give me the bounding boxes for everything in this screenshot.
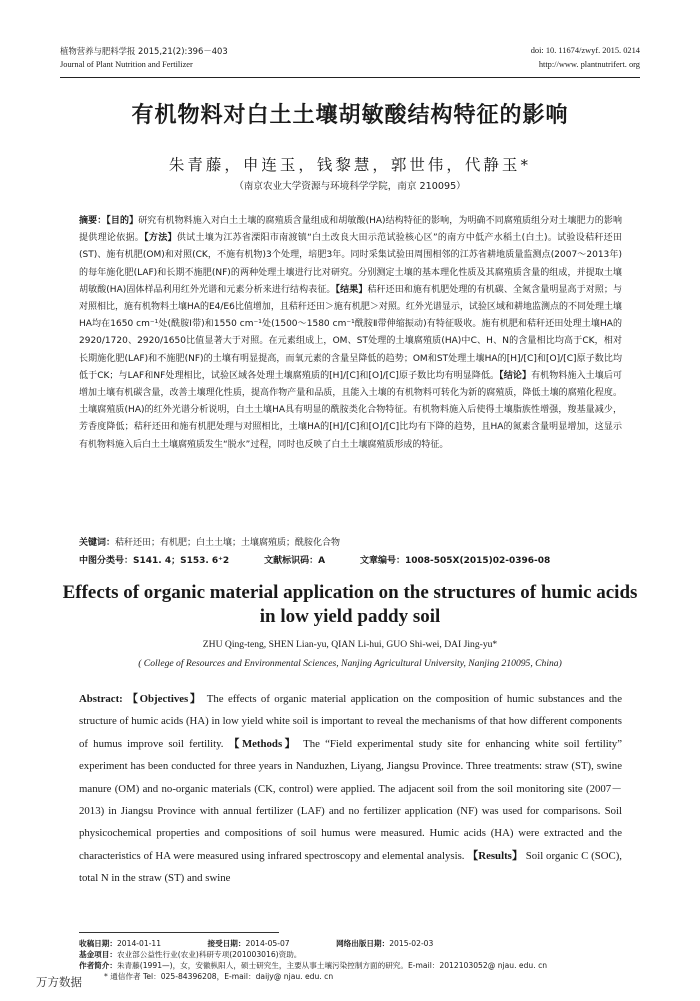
footnote-corresponding: * 通信作者 Tel：025-84396208，E-mail：daijy@ njau. edu. cn [104, 972, 334, 981]
affiliation-en: ( College of Resources and Environmental Sciences, Nanjing Agricultural University, Nanjing 210095, China) [138, 658, 562, 669]
classification-line [79, 553, 622, 570]
doi: doi: 10. 11674/zwyf. 2015. 0214 [530, 46, 640, 55]
author-label: 作者简介： [79, 961, 117, 970]
clc-label: 中图分类号： [79, 556, 134, 566]
authors-cn: 朱青藤，申连玉，钱黎慧，郭世伟，代静玉* [168, 156, 532, 174]
running-header [60, 44, 640, 84]
journal-url[interactable]: http://www. plantnutrifert. org [538, 60, 640, 69]
online-value: 2015-02-03 [389, 939, 434, 948]
online-date [336, 939, 455, 948]
footnote-author [79, 960, 639, 971]
results-label-en: 【Results】 [467, 849, 523, 862]
methods-label-en: 【Methods】 [228, 737, 298, 750]
watermark: 万方数据 [36, 975, 82, 989]
accepted-value: 2014-05-07 [245, 939, 290, 948]
accepted-date [208, 939, 312, 948]
author-value: 朱青藤(1991—)，女，安徽枞阳人，硕士研究生，主要从事土壤污染控制方面的研究。E-mail：2012103052@ njau. edu. cn [116, 961, 548, 970]
abstract-cn-label: 摘要： [79, 216, 107, 226]
footnote-dates [79, 938, 639, 949]
document-code [264, 556, 325, 566]
received-date [79, 939, 183, 948]
affiliation-cn: （南京农业大学资源与环境科学学院，南京 210095） [234, 181, 466, 192]
results-text-en: Soil organic C (SOC), total N in the straw (ST) and swine [79, 849, 623, 885]
fund-label: 基金项目： [79, 950, 117, 959]
clc-value: S141. 4；S153. 6⁺2 [133, 556, 230, 566]
objective-label-cn: 【目的】 [106, 216, 139, 226]
article-title-en: Effects of organic material application on the structures of humic acids in low yield paddy soil [62, 582, 638, 627]
online-label: 网络出版日期： [336, 939, 390, 948]
keywords-cn-value: 秸秆还田；有机肥；白土土壤；土壤腐殖质；酰胺化合物 [115, 538, 341, 548]
clc-code [79, 556, 229, 566]
received-label: 收稿日期： [79, 939, 117, 948]
article-label: 文章编号： [359, 556, 405, 566]
keywords-cn [79, 535, 622, 552]
article-title-cn: 有机物料对白土土壤胡敏酸结构特征的影响 [131, 103, 569, 128]
header-left [60, 44, 228, 72]
doc-label: 文献标识码： [264, 556, 319, 566]
received-value: 2014-01-11 [116, 939, 162, 948]
footnote-fund [79, 949, 639, 960]
objective-text-cn: 研究有机物料施入对白土土壤的腐殖质含量组成和胡敏酸(HA)结构特征的影响，为明确不同腐殖质组分对土壤肥力的影响提供理论依据。 [79, 216, 622, 244]
objectives-label-en: 【Objectives】 [127, 693, 203, 705]
header-rule [60, 77, 640, 78]
journal-citation-cn: 植物营养与肥料学报 2015,21(2):396－403 [60, 46, 228, 56]
footnote-rule [79, 932, 279, 933]
methods-text-en: The “Field experimental study site for enhancing white soil fertility” experiment has been conducted for three years in Nanduzhen, Liyang, Jiangsu Province. Three treatments: straw (ST), swine manure (OM) and no-organic materials (CK, control) were applied. The adjacent soil from the soil monitoring site (2007－2013) in Jiangsu Province with annual fertilizer (LAF) and no fertilizer application (NF) was used for comparisons. Soil physicochemical properties and compositions of soil humus were measured. Humic acids (HA) were extracted and the characteristics of HA were measured using infrared spectroscopy and elemental analysis. [79, 737, 622, 862]
conclusion-text-cn: 有机物料施入土壤后可增加土壤有机碳含量，改善土壤理化性质，提高作物产量和品质，且能入土壤的有机物料可转化为新的腐殖质，降低土壤的腐殖化程度。土壤腐殖质(HA)的红外光谱分析说明，白土土壤HA具有明显的酰胺类化合物特征。有机物料施入后使得土壤脂族性增强，羧基量减少，芳香度降低；秸秆还田和施有机肥处理与对照相比，土壤HA的[H]/[C]和[O]/[C]比均有下降的趋势，且HA的氮素含量明显增加，这显示有机物料施入后白土土壤腐殖质发生“脱水”过程，同时也反映了白土土壤腐殖质形成的特征。 [79, 370, 622, 450]
results-text-cn: 秸秆还田和施有机肥处理的有机碳、全氮含量明显高于对照；与对照相比，施有机物料土壤HA的E4/E6比值增加，且秸秆还田＞施有机肥＞对照。红外光谱显示，试验区域和耕地监测点的不同处理土壤HA均在1650 cm⁻¹处(酰胺Ⅰ带)和1550 cm⁻¹处(1500～1580 cm⁻¹酰胺Ⅱ带伸缩振动)有特征吸收。施有机肥和秸秆还田处理土壤HA的2920/1720、2920/1650比值显著大于对照。在元素组成上，OM、ST处理的土壤腐殖质(HA)中C、H、N的含量相比均高于CK，相对长期施化肥(LAF)和不施肥(NF)的土壤有明显提高，而氧元素的含量呈降低的趋势；OM和ST处理土壤HA的[H]/[C]和[O]/[C]原子数比均低于CK；与LAF和NF处理相比，试验区域各处理土壤腐殖质的[H]/[C]和[O]/[C]原子数比均有明显降低。 [79, 284, 622, 381]
keywords-cn-label: 关键词： [79, 538, 116, 548]
article-value: 1008-505X(2015)02-0396-08 [404, 556, 551, 566]
abstract-en-label: Abstract: [79, 693, 123, 705]
results-label-cn: 【结果】 [335, 284, 368, 295]
abstract-en [79, 688, 622, 890]
methods-label-cn: 【方法】 [144, 233, 177, 244]
header-right [531, 44, 640, 72]
methods-text-cn: 供试土壤为江苏省溧阳市南渡镇“白土改良大田示范试验核心区”的南方中低产水稻土(白土)。试验设秸秆还田(ST)、施有机肥(OM)和对照(CK，不施有机物)3个处理，培肥3年。同时采集试验田周围相邻的江苏省耕地质量监测点(2007～2013年)的每年施化肥(LAF)和长期不施肥(NF)的两种处理土壤进行比对研究。分别测定土壤的基本理化性质及其腐殖质含量的组成，并提取土壤胡敏酸(HA)固体样品利用红外光谱和元素分析来进行结构表征。 [79, 233, 622, 295]
article-number [360, 556, 550, 566]
conclusion-label-cn: 【结论】 [499, 370, 532, 381]
journal-name-en: Journal of Plant Nutrition and Fertilizer [60, 60, 193, 69]
objectives-text-en: The effects of organic material application on the composition of humic substances and the structure of humic acids (HA) in low yield white soil is important to reveal the mechanisms of that how different components of humus improve soil fertility. [79, 693, 622, 750]
abstract-cn [79, 213, 622, 454]
fund-value: 农业部公益性行业(农业)科研专项(201003016)资助。 [116, 950, 302, 959]
authors-en: ZHU Qing-teng, SHEN Lian-yu, QIAN Li-hui, GUO Shi-wei, DAI Jing-yu* [202, 639, 498, 650]
accepted-label: 接受日期： [207, 939, 246, 948]
doc-value: A [318, 556, 326, 566]
